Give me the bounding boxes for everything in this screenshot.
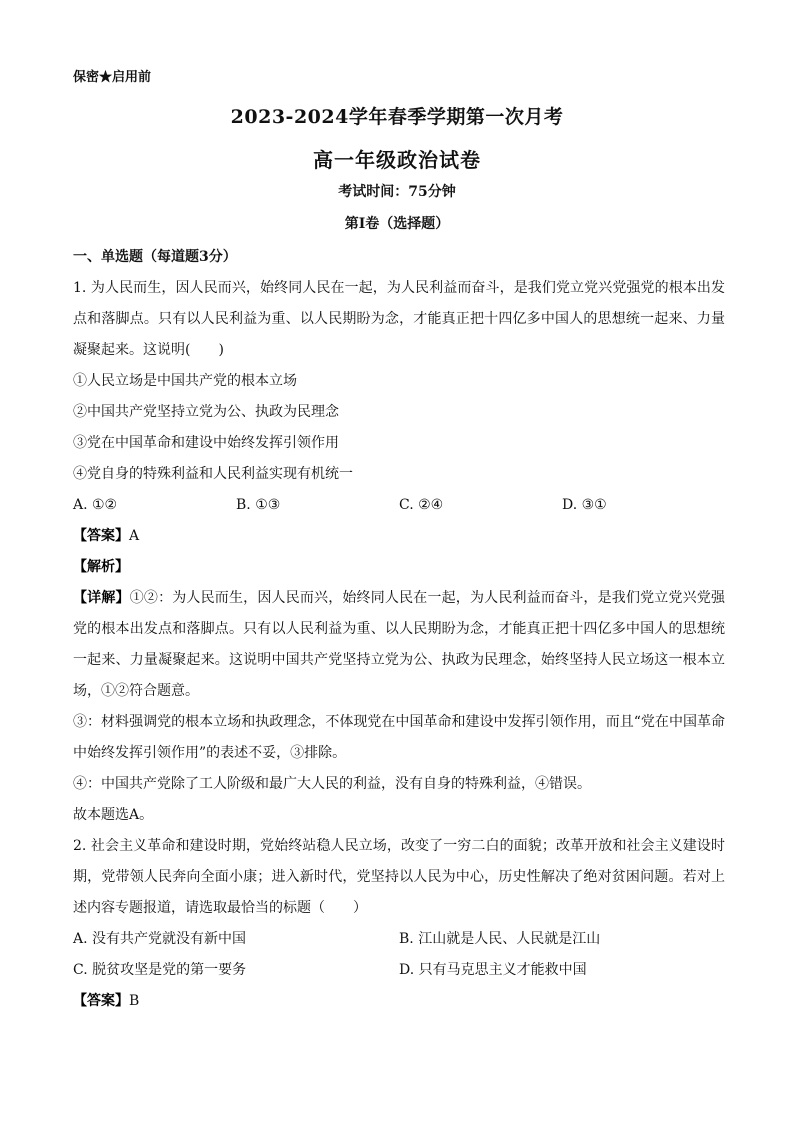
- option-c: C. 脱贫攻坚是党的第一要务: [73, 962, 247, 978]
- detail-text: ①②：为人民而生，因人民而兴，始终同人民在一起，为人民利益而奋斗，是我们党立党兴党强党的根本出发点和落脚点。只有以人民利益为重、以人民期盼为念，才能真正把十四亿多中国人的思想统一起来、力量凝聚起来。这说明中国共产党坚持立党为公、执政为民理念，始终坚持人民立场这一根本立场，①②符合题意。: [73, 590, 726, 699]
- question-1-statement: ②中国共产党坚持立党为公、执政为民理念: [73, 404, 339, 420]
- option-b: B. 江山就是人民、人民就是江山: [399, 931, 601, 947]
- option-a: A. 没有共产党就没有新中国: [73, 931, 247, 947]
- confidential-label: 保密★启用前: [73, 70, 152, 85]
- answer-tag: 【答案】: [73, 993, 129, 1009]
- volume-label: 第I卷（选择题）: [344, 216, 450, 232]
- question-1-stem: 1. 为人民而生，因人民而兴，始终同人民在一起，为人民利益而奋斗，是我们党立党兴党强党的根本出发点和落脚点。只有以人民利益为重、以人民期盼为念，才能真正把十四亿多中国人的思想统一起来、力量凝聚起来。这说明( ): [73, 280, 725, 358]
- question-2-stem: 2. 社会主义革命和建设时期，党始终站稳人民立场，改变了一穷二白的面貌；改革开放和社会主义建设时期，党带领人民奔向全面小康；进入新时代，党坚持以人民为中心，历史性解决了绝对贫困问题。若对上述内容专题报道，请选取最恰当的标题（ ）: [73, 838, 725, 916]
- question-2-answer: [73, 986, 725, 1017]
- answer-value: A: [129, 528, 140, 544]
- question-2-options-row-2: [73, 955, 725, 986]
- exam-title: 2023-2024学年春季学期第一次月考: [230, 106, 564, 128]
- analysis-tag: 【解析】: [73, 559, 129, 575]
- exam-content: [73, 242, 725, 1017]
- answer-tag: 【答案】: [73, 528, 129, 544]
- question-1-statement: ①人民立场是中国共产党的根本立场: [73, 373, 297, 389]
- answer-value: B: [129, 993, 140, 1009]
- option-d: D. ③①: [562, 497, 607, 513]
- question-1-analysis-tag: [73, 552, 725, 583]
- question-2-options-row-1: [73, 924, 725, 955]
- question-1-statement: ③党在中国革命和建设中始终发挥引领作用: [73, 435, 339, 451]
- option-a: A. ①②: [73, 497, 118, 513]
- detail-tag: 【详解】: [73, 590, 130, 606]
- option-d: D. 只有马克思主义才能救中国: [399, 962, 587, 978]
- section-title: 一、单选题（每道题3分）: [73, 249, 237, 265]
- question-1-conclusion: 故本题选A。: [73, 807, 154, 823]
- exam-subtitle: 高一年级政治试卷: [313, 148, 481, 172]
- option-b: B. ①③: [236, 497, 281, 513]
- question-1-detail: [73, 583, 725, 707]
- question-1-statement: ④党自身的特殊利益和人民利益实现有机统一: [73, 466, 353, 482]
- option-c: C. ②④: [399, 497, 444, 513]
- question-1-detail-4: ④：中国共产党除了工人阶级和最广大人民的利益，没有自身的特殊利益，④错误。: [73, 776, 591, 792]
- exam-time: 考试时间：75分钟: [338, 184, 456, 200]
- question-1-detail-3: ③：材料强调党的根本立场和执政理念，不体现党在中国革命和建设中发挥引领作用，而且“党在中国革命中始终发挥引领作用”的表述不妥，③排除。: [73, 714, 725, 761]
- question-1-options: [73, 490, 725, 521]
- question-1-answer: [73, 521, 725, 552]
